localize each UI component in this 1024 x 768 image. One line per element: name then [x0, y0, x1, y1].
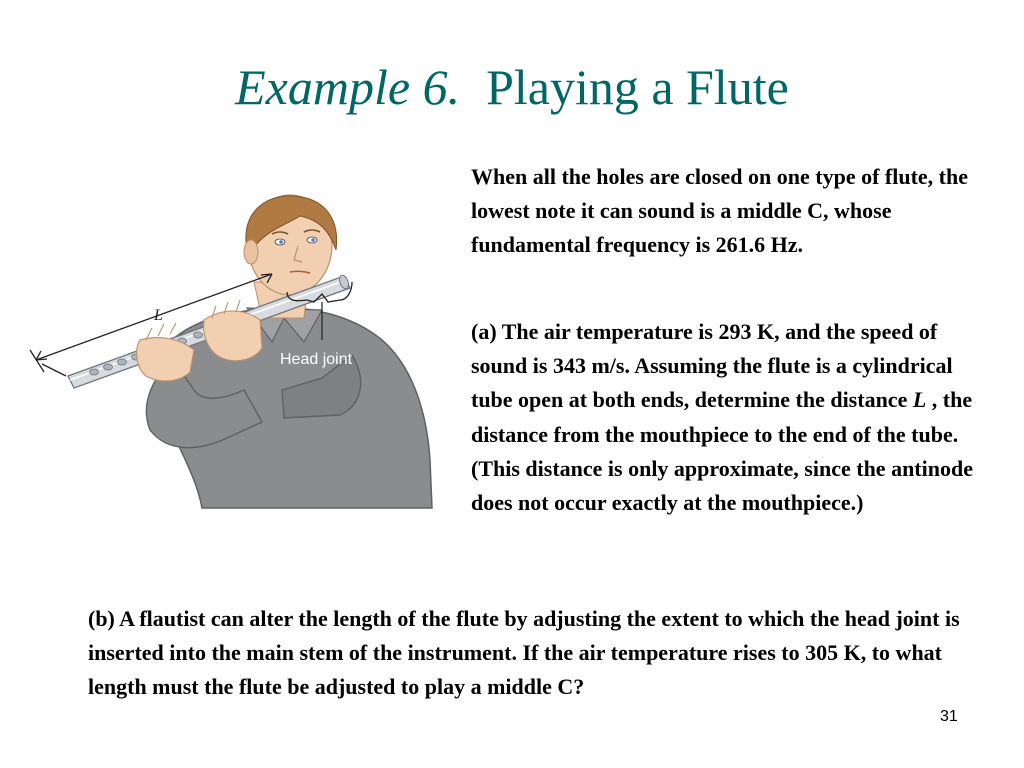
- part-a-paragraph: [471, 315, 981, 520]
- length-label: L: [154, 307, 163, 324]
- head-joint-label: Head joint: [280, 351, 353, 368]
- part-b-paragraph: (b) A flautist can alter the length of the flute by adjusting the extent to which the head joint is inserted into the main stem of the instrument. If the air temperature rises to 305 K, to what length must the flute be adjusted to play a middle C?: [88, 606, 960, 700]
- part-a-variable: L: [912, 387, 927, 413]
- title-example-number: Example 6.: [235, 59, 461, 115]
- slide-page-number: 31: [940, 708, 958, 725]
- slide-title: [0, 59, 1024, 115]
- part-a-text-end: , the distance from the mouthpiece to the end of the tube. (This distance is only approximate, since the antinode does not occur exactly at the mouthpiece.): [471, 387, 973, 516]
- ear: [244, 240, 258, 264]
- part-a-text-start: (a) The air temperature is 293 K, and the speed of sound is 343 m/s. Assuming the flute is a cylindrical tube open at both ends, determine the distance: [471, 319, 953, 413]
- title-topic: Playing a Flute: [486, 59, 789, 115]
- flute-player-illustration: [22, 190, 442, 520]
- intro-paragraph: When all the holes are closed on one type of flute, the lowest note it can sound is a middle C, whose fundamental frequency is 261.6 Hz.: [471, 164, 969, 258]
